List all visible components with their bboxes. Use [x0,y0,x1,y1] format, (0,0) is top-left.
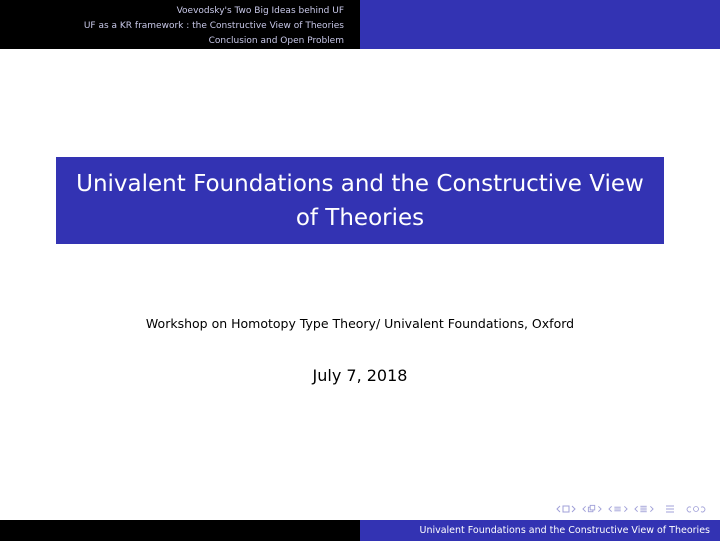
document-nav-icon[interactable] [634,503,654,515]
footer-left-panel [0,520,360,541]
footer-right-panel [360,520,720,541]
header-right-panel [360,0,720,49]
search-icon[interactable] [686,503,706,515]
frame-nav-icon[interactable] [556,503,576,515]
presentation-date: July 7, 2018 [312,366,408,385]
section-nav-icon[interactable] [608,503,628,515]
footer-bar [0,520,720,541]
nav-section-conclusion[interactable]: Conclusion and Open Problem [208,36,344,46]
footer-short-title: Univalent Foundations and the Constructive View of Theories [419,525,710,536]
title-block [56,157,664,244]
header-navigation-bar [0,0,720,49]
title-line-1: Univalent Foundations and the Constructive View [76,170,644,197]
nav-section-voevodsky-ideas[interactable]: Voevodsky's Two Big Ideas behind UF [176,6,344,16]
beamer-navigation-symbols [556,503,706,515]
institute-text: Workshop on Homotopy Type Theory/ Univalent Foundations, Oxford [145,316,575,331]
subsection-nav-icon[interactable] [582,503,602,515]
nav-section-uf-kr-framework[interactable]: UF as a KR framework : the Constructive View of Theories [83,21,344,31]
section-list [0,0,360,49]
title-line-2: of Theories [295,204,425,231]
appendix-nav-icon[interactable] [660,503,680,515]
slide-title [76,167,644,235]
